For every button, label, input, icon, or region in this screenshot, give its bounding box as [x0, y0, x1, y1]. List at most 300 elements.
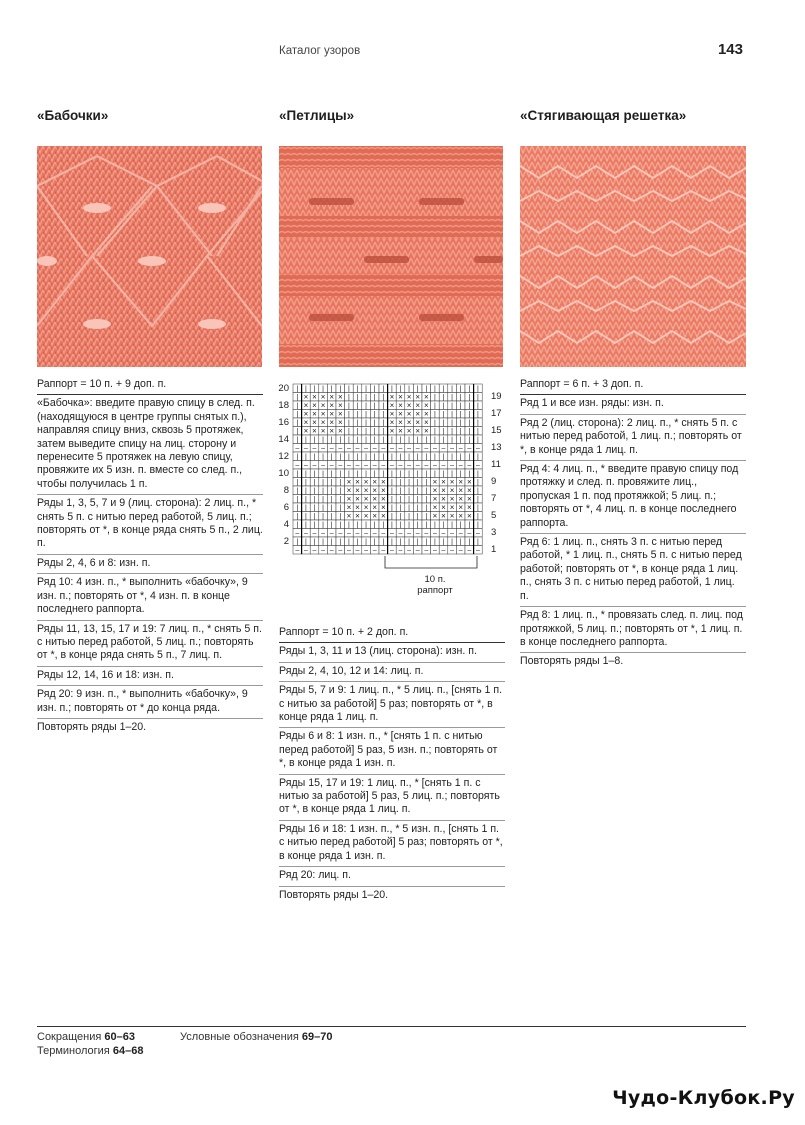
chart-symbol: |: [476, 522, 479, 529]
chart-symbol: |: [425, 471, 428, 478]
chart-symbol: |: [322, 454, 325, 461]
chart-symbol: |: [390, 454, 393, 461]
chart-symbol: ×: [389, 426, 395, 436]
chart-symbol: –: [346, 530, 351, 538]
chart-symbol: |: [347, 437, 350, 444]
chart-symbol: –: [475, 445, 480, 453]
chart-symbol: |: [451, 420, 454, 427]
chart-symbol: ×: [432, 503, 438, 512]
chart-symbol: |: [382, 411, 385, 419]
chart-symbol: ×: [406, 409, 412, 419]
chart-symbol: –: [424, 445, 429, 453]
chart-symbol: |: [390, 471, 393, 478]
chart-symbol: |: [339, 513, 342, 521]
instruction-line: Ряды 1, 3, 5, 7 и 9 (лиц. сторона): 2 лиц. п., * снять 5 п. с нитью перед работой, 5 лиц. п.; повторять от *, в конце ряда снять 5 п., 2 лиц. п.: [37, 495, 263, 555]
chart-symbol: |: [304, 454, 307, 461]
chart-symbol: |: [390, 437, 393, 444]
chart-symbol: |: [476, 437, 479, 444]
chart-symbol: ×: [337, 392, 343, 402]
chart-symbol: ×: [389, 392, 395, 402]
chart-symbol: |: [304, 437, 307, 444]
chart-symbol: –: [321, 445, 326, 453]
chart-symbol: |: [425, 479, 428, 487]
chart-symbol: |: [296, 428, 299, 436]
chart-symbol: |: [390, 513, 393, 521]
chart-symbol: |: [365, 394, 368, 402]
instruction-line: Ряды 15, 17 и 19: 1 лиц. п., * [снять 1 п. с нитью за работой] 5 раз, 5 лиц. п.; повторять от *, в конце ряда 1 лиц. п.: [279, 775, 505, 821]
chart-symbol: ×: [466, 477, 472, 487]
chart-symbol: |: [468, 403, 471, 410]
chart-symbol: –: [346, 462, 351, 470]
chart-symbol: |: [330, 437, 333, 444]
chart-symbol: |: [408, 539, 411, 546]
row-label: 13: [491, 442, 502, 453]
chart-symbol: |: [330, 513, 333, 521]
chart-symbol: |: [433, 437, 436, 444]
chart-symbol: ×: [303, 426, 309, 436]
chart-symbol: |: [304, 513, 307, 521]
instruction-line: Повторять ряды 1–8.: [520, 655, 624, 668]
chart-symbol: |: [304, 488, 307, 495]
chart-symbol: ×: [380, 511, 386, 521]
footer-terminology-link[interactable]: [37, 1045, 143, 1057]
chart-symbol: ×: [466, 503, 472, 512]
row-label: 12: [278, 451, 289, 462]
chart-symbol: –: [415, 547, 420, 555]
chart-symbol: |: [347, 411, 350, 419]
chart-symbol: |: [459, 386, 462, 393]
chart-symbol: ×: [320, 418, 326, 427]
chart-symbol: |: [313, 386, 316, 393]
chart-symbol: |: [468, 437, 471, 444]
chart-symbol: ×: [432, 486, 438, 495]
chart-symbol: |: [296, 420, 299, 427]
chart-symbol: ×: [303, 392, 309, 402]
row-label: 19: [491, 391, 502, 402]
chart-symbol: |: [451, 403, 454, 410]
chart-symbol: |: [382, 420, 385, 427]
chart-symbol: |: [399, 505, 402, 512]
chart-symbol: –: [381, 530, 386, 538]
chart-symbol: |: [347, 471, 350, 478]
chart-symbol: |: [382, 522, 385, 529]
chart-symbol: |: [347, 522, 350, 529]
row-label: 20: [278, 383, 289, 394]
chart-symbol: |: [476, 505, 479, 512]
chart-symbol: ×: [329, 418, 335, 427]
chart-symbol: |: [339, 505, 342, 512]
chart-symbol: –: [295, 462, 300, 470]
instruction-line: Ряды 1, 3, 11 и 13 (лиц. сторона): изн. п.: [279, 643, 505, 662]
chart-symbol: |: [399, 522, 402, 529]
chart-symbol: ×: [303, 401, 309, 410]
chart-symbol: –: [338, 547, 343, 555]
chart-symbol: ×: [423, 409, 429, 419]
chart-symbol: |: [296, 471, 299, 478]
chart-symbol: |: [322, 386, 325, 393]
instruction-line: Ряды 5, 7 и 9: 1 лиц. п., * 5 лиц. п., [снять 1 п. с нитью за работой] 5 раз; повторять от *, в конце ряда 1 лиц. п.: [279, 682, 505, 728]
row-label: 2: [283, 536, 289, 547]
chart-symbol: |: [442, 437, 445, 444]
chart-symbol: ×: [355, 494, 360, 504]
chart-symbol: |: [451, 539, 454, 546]
instruction-line: Повторять ряды 1–20.: [279, 888, 389, 901]
chart-symbol: |: [330, 479, 333, 487]
chart-symbol: |: [416, 496, 419, 504]
chart-symbol: ×: [432, 494, 438, 504]
chart-symbol: |: [468, 428, 471, 436]
chart-symbol: |: [399, 488, 402, 495]
chart-symbol: |: [408, 505, 411, 512]
chart-symbol: ×: [372, 511, 378, 521]
chart-symbol: ×: [466, 486, 472, 495]
chart-symbol: |: [451, 522, 454, 529]
row-label: 7: [491, 493, 497, 504]
chart-symbol: –: [407, 462, 412, 470]
chart-symbol: |: [339, 386, 342, 393]
chart-symbol: ×: [389, 401, 395, 410]
chart-symbol: |: [408, 479, 411, 487]
chart-symbol: |: [330, 522, 333, 529]
knitting-chart-buttonholes: [277, 382, 505, 597]
instruction-line: Ряды 2, 4, 10, 12 и 14: лиц. п.: [279, 663, 505, 682]
chart-symbol: |: [313, 488, 316, 495]
chart-symbol: |: [356, 394, 359, 402]
chart-symbol: ×: [380, 486, 386, 495]
chart-symbol: ×: [398, 418, 403, 427]
chart-symbol: –: [458, 530, 463, 538]
chart-symbol: ×: [380, 494, 386, 504]
chart-symbol: |: [416, 471, 419, 478]
chart-symbol: –: [407, 530, 412, 538]
chart-symbol: ×: [363, 494, 369, 504]
chart-symbol: ×: [363, 503, 369, 512]
chart-symbol: |: [347, 394, 350, 402]
chart-symbol: |: [459, 428, 462, 436]
chart-symbol: |: [322, 488, 325, 495]
chart-symbol: |: [373, 428, 376, 436]
chart-symbol: ×: [389, 418, 395, 427]
chart-symbol: ×: [303, 418, 309, 427]
chart-symbol: –: [432, 530, 437, 538]
chart-symbol: |: [476, 403, 479, 410]
footer-symbols-label: Условные обозначения: [180, 1031, 299, 1043]
chart-symbol: |: [322, 479, 325, 487]
chart-symbol: –: [355, 462, 360, 470]
chart-symbol: |: [399, 437, 402, 444]
chart-symbol: |: [313, 513, 316, 521]
row-label: 17: [491, 408, 502, 419]
chart-symbol: |: [476, 479, 479, 487]
chart-symbol: |: [451, 428, 454, 436]
chart-symbol: ×: [406, 401, 412, 410]
row-label: 18: [278, 400, 289, 411]
chart-symbol: |: [382, 394, 385, 402]
chart-symbol: –: [475, 547, 480, 555]
chart-symbol: |: [373, 403, 376, 410]
chart-symbol: |: [433, 403, 436, 410]
chart-symbol: |: [451, 437, 454, 444]
chart-symbol: |: [365, 437, 368, 444]
chart-symbol: ×: [415, 409, 421, 419]
chart-symbol: |: [322, 539, 325, 546]
chart-symbol: |: [468, 454, 471, 461]
instruction-line: Ряд 8: 1 лиц. п., * провязать след. п. лиц. под протяжкой, 5 лиц. п.; повторять от *, 1 лиц. п. в конце последнего раппорта.: [520, 607, 746, 653]
chart-symbol: |: [433, 428, 436, 436]
footer-symbols-pages: 69–70: [301, 1031, 333, 1043]
chart-symbol: –: [450, 462, 455, 470]
chart-symbol: |: [408, 496, 411, 504]
chart-symbol: |: [476, 513, 479, 521]
chart-symbol: |: [365, 539, 368, 546]
instructions-lattice: [520, 376, 746, 672]
chart-symbol: –: [467, 445, 472, 453]
chart-symbol: ×: [466, 511, 472, 521]
chart-symbol: |: [356, 437, 359, 444]
chart-symbol: |: [390, 488, 393, 495]
chart-symbol: |: [296, 513, 299, 521]
chart-symbol: |: [468, 394, 471, 402]
chart-symbol: ×: [355, 477, 360, 487]
chart-symbol: ×: [363, 511, 369, 521]
chart-symbol: |: [425, 539, 428, 546]
chart-symbol: ×: [346, 477, 352, 487]
chart-symbol: |: [322, 471, 325, 478]
chart-symbol: |: [322, 522, 325, 529]
chart-symbol: –: [415, 530, 420, 538]
chart-symbol: |: [468, 411, 471, 419]
chart-symbol: –: [321, 547, 326, 555]
instructions-butterflies: [37, 376, 263, 737]
chart-symbol: ×: [380, 503, 386, 512]
chart-symbol: |: [416, 386, 419, 393]
chart-symbol: |: [451, 454, 454, 461]
chart-symbol: |: [433, 522, 436, 529]
chart-symbol: ×: [398, 392, 403, 402]
chart-symbol: –: [432, 445, 437, 453]
chart-symbol: |: [339, 488, 342, 495]
chart-symbol: ×: [346, 494, 352, 504]
chart-symbol: ×: [449, 477, 455, 487]
chart-symbol: |: [313, 496, 316, 504]
chart-symbol: –: [467, 462, 472, 470]
chart-symbol: –: [424, 462, 429, 470]
chart-symbol: |: [339, 454, 342, 461]
chart-symbol: |: [313, 522, 316, 529]
chart-symbol: |: [296, 403, 299, 410]
chart-symbol: –: [389, 462, 394, 470]
chart-symbol: ×: [372, 503, 378, 512]
chart-symbol: |: [304, 471, 307, 478]
chart-symbol: |: [304, 539, 307, 546]
chart-symbol: |: [408, 522, 411, 529]
chart-symbol: –: [441, 445, 446, 453]
chart-symbol: |: [416, 522, 419, 529]
row-label: 8: [283, 485, 289, 496]
instruction-line: Ряд 1 и все изн. ряды: изн. п.: [520, 395, 746, 414]
chart-symbol: –: [364, 445, 369, 453]
chart-symbol: |: [356, 411, 359, 419]
chart-symbol: ×: [406, 418, 412, 427]
chart-symbol: –: [441, 462, 446, 470]
chart-symbol: ×: [380, 477, 386, 487]
instruction-line: Ряды 6 и 8: 1 изн. п., * [снять 1 п. с нитью перед работой] 5 раз, 5 изн. п.; повторять от *, в конце ряда 1 изн. п.: [279, 728, 505, 774]
chart-symbol: |: [425, 454, 428, 461]
chart-symbol: –: [381, 547, 386, 555]
chart-symbol: ×: [346, 486, 352, 495]
chart-symbol: |: [296, 522, 299, 529]
chart-symbol: |: [313, 505, 316, 512]
chart-symbol: –: [398, 530, 403, 538]
footer-term-label: Терминология: [37, 1045, 110, 1057]
chart-symbol: |: [304, 386, 307, 393]
chart-symbol: –: [295, 530, 300, 538]
chart-symbol: |: [330, 496, 333, 504]
chart-symbol: |: [373, 386, 376, 393]
chart-symbol: ×: [458, 494, 464, 504]
chart-symbol: |: [451, 411, 454, 419]
chart-symbol: |: [382, 386, 385, 393]
chart-symbol: ×: [432, 511, 438, 521]
chart-symbol: –: [389, 445, 394, 453]
chart-symbol: ×: [458, 477, 464, 487]
chart-symbol: |: [408, 488, 411, 495]
chart-symbol: ×: [449, 511, 455, 521]
chart-symbol: |: [356, 471, 359, 478]
chart-symbol: ×: [346, 511, 352, 521]
chart-symbol: ×: [423, 401, 429, 410]
row-label: 10: [278, 468, 289, 479]
row-label: 3: [491, 527, 497, 538]
chart-symbol: ×: [441, 511, 446, 521]
chart-symbol: |: [476, 454, 479, 461]
chart-symbol: |: [313, 539, 316, 546]
chart-symbol: |: [330, 454, 333, 461]
chart-symbol: |: [373, 471, 376, 478]
chart-symbol: |: [296, 394, 299, 402]
chart-symbol: ×: [337, 401, 343, 410]
chart-symbol: |: [330, 471, 333, 478]
chart-symbol: |: [296, 505, 299, 512]
chart-symbol: |: [373, 522, 376, 529]
chart-symbol: |: [296, 437, 299, 444]
chart-symbol: ×: [337, 426, 343, 436]
footer-abbreviations-link[interactable]: [37, 1031, 135, 1043]
footer-term-pages: 64–68: [112, 1045, 144, 1057]
chart-symbol: |: [468, 386, 471, 393]
chart-symbol: |: [373, 437, 376, 444]
chart-symbol: |: [425, 437, 428, 444]
chart-symbol: ×: [355, 486, 360, 495]
chart-symbol: |: [476, 386, 479, 393]
chart-symbol: ×: [398, 401, 403, 410]
chart-symbol: –: [407, 445, 412, 453]
chart-symbol: –: [346, 547, 351, 555]
chart-symbol: |: [459, 522, 462, 529]
chart-symbol: ×: [432, 477, 438, 487]
instruction-line: Ряд 2 (лиц. сторона): 2 лиц. п., * снять 5 п. с нитью перед работой, 1 лиц. п.; повторять от *, в конце ряда 1 лиц. п.: [520, 415, 746, 461]
rapport-line: Раппорт = 6 п. + 3 доп. п.: [520, 376, 746, 395]
chart-symbol: ×: [320, 426, 326, 436]
chart-symbol: |: [408, 513, 411, 521]
chart-symbol: –: [312, 530, 317, 538]
chart-symbol: –: [398, 547, 403, 555]
chart-symbol: ×: [423, 418, 429, 427]
chart-symbol: ×: [355, 503, 360, 512]
instruction-line: Ряды 12, 14, 16 и 18: изн. п.: [37, 667, 263, 686]
chart-symbol: |: [416, 505, 419, 512]
chart-symbol: |: [416, 488, 419, 495]
instruction-line: Ряд 4: 4 лиц. п., * введите правую спицу под протяжку и след. п. провяжите лиц., пропуская 1 п. под протяжкой; 5 лиц. п.; повторять от *, 4 лиц. п. в конце последнего раппорта.: [520, 461, 746, 534]
chart-symbol: |: [365, 411, 368, 419]
chart-symbol: –: [458, 445, 463, 453]
chart-symbol: |: [468, 420, 471, 427]
chart-symbol: |: [451, 386, 454, 393]
chart-symbol: ×: [320, 409, 326, 419]
chart-symbol: –: [312, 462, 317, 470]
chart-symbol: |: [382, 403, 385, 410]
row-label: 6: [283, 502, 289, 513]
instruction-line: Ряды 11, 13, 15, 17 и 19: 7 лиц. п., * снять 5 п. с нитью перед работой, 5 лиц. п.; повторять от *, в конце ряда снять 5 п., 7 лиц. п.: [37, 621, 263, 667]
chart-symbol: –: [372, 547, 377, 555]
chart-symbol: |: [399, 539, 402, 546]
chart-symbol: |: [459, 471, 462, 478]
chart-symbol: –: [355, 547, 360, 555]
pattern-title-buttonholes: «Петлицы»: [279, 108, 355, 123]
chart-symbol: |: [442, 403, 445, 410]
chart-symbol: |: [304, 496, 307, 504]
chart-symbol: |: [425, 513, 428, 521]
chart-symbol: |: [382, 454, 385, 461]
chart-symbol: |: [365, 471, 368, 478]
chart-symbol: |: [476, 539, 479, 546]
chart-symbol: |: [390, 505, 393, 512]
chart-symbol: |: [442, 539, 445, 546]
chart-symbol: ×: [320, 392, 326, 402]
chart-symbol: |: [296, 411, 299, 419]
rapport-bracket: [385, 556, 477, 568]
swatch-photo-buttonholes: [279, 146, 503, 367]
chart-symbol: |: [373, 539, 376, 546]
instruction-line: Ряды 16 и 18: 1 изн. п., * 5 изн. п., [снять 1 п. с нитью перед работой] 5 раз; повторять от *, в конце ряда 1 изн. п.: [279, 821, 505, 867]
chart-symbol: |: [425, 488, 428, 495]
chart-symbol: –: [303, 547, 308, 555]
footer-rule: [37, 1026, 746, 1027]
chart-symbol: |: [459, 454, 462, 461]
chart-symbol: |: [408, 386, 411, 393]
chart-symbol: –: [407, 547, 412, 555]
row-label: 14: [278, 434, 289, 445]
instruction-line: «Бабочка»: введите правую спицу в след. п. (находящуюся в центре группы снятых п.), направляя спицу вниз, сквозь 5 протяжек, затем выведите спицу на лиц. сторону и перенесите 5 протяжек на левую спицу, провяжите их 5 изн. п. вместе со след. п., чтобы получилась 1 п.: [37, 395, 263, 495]
chart-symbol: |: [476, 496, 479, 504]
chart-symbol: –: [303, 445, 308, 453]
chart-symbol: –: [329, 530, 334, 538]
chart-symbol: –: [303, 530, 308, 538]
chart-symbol: –: [329, 547, 334, 555]
chart-symbol: ×: [337, 409, 343, 419]
chart-symbol: |: [476, 411, 479, 419]
chart-symbol: –: [450, 547, 455, 555]
chart-symbol: |: [425, 496, 428, 504]
chart-symbol: |: [365, 403, 368, 410]
chart-symbol: |: [442, 411, 445, 419]
chart-symbol: |: [339, 471, 342, 478]
chart-symbol: –: [364, 547, 369, 555]
footer-symbols-link[interactable]: [180, 1031, 333, 1043]
chart-symbol: |: [296, 488, 299, 495]
chart-symbol: |: [356, 454, 359, 461]
chart-symbol: |: [356, 522, 359, 529]
